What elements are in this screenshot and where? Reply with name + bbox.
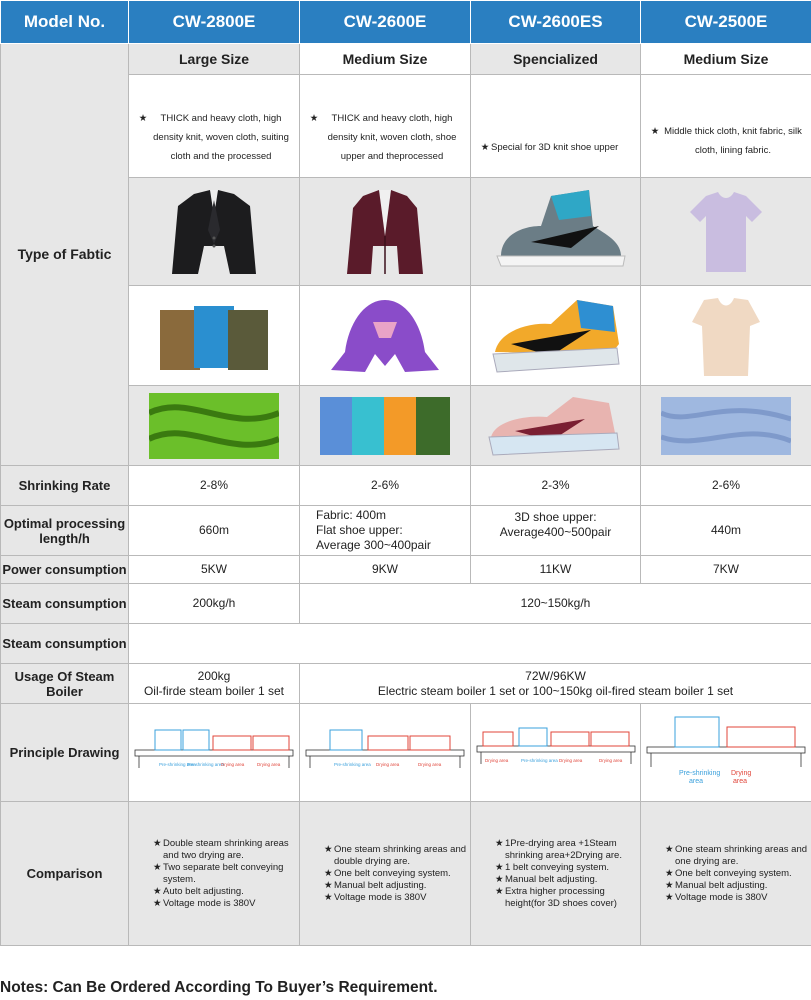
power-cw-2600e: 9KW [300, 556, 471, 584]
drying-label: Drying area [376, 761, 400, 767]
boiler-row [1, 664, 811, 704]
boiler-others: 72W/96KW Electric steam boiler 1 set or 100~150kg oil-fired steam boiler 1 set [300, 664, 811, 704]
notes-text: Notes: Can Be Ordered According To Buyer’s Requirement. [0, 979, 438, 996]
desc-cw-2800e: ★ THICK and heavy cloth, high density knit, woven cloth, suiting cloth and the processed [129, 75, 300, 178]
comparison-label: Comparison [1, 802, 129, 946]
size-cw-2600es: Spencialized [471, 44, 641, 75]
star-icon: ★ [309, 112, 319, 124]
steam-label: Steam consumption [1, 584, 129, 624]
comparison-cw-2600e: ★ One steam shrinking areas and double drying are. ★ One belt conveying system. ★ Manual belt adjusting. ★ Voltage mode is 380V [300, 802, 471, 946]
optimal-label: Optimal processing length/h [1, 506, 129, 556]
principle-row [1, 704, 811, 802]
power-cw-2800e: 5KW [129, 556, 300, 584]
steam-row [1, 584, 811, 624]
desc-cw-2500e: ★ Middle thick cloth, knit fabric, silk cloth, lining fabric. [641, 75, 811, 178]
comparison-cw-2800e: ★ Double steam shrinking areas and two drying are. ★ Two separate belt conveying system. ★ Auto belt adjusting. ★ Voltage mode is 380V [129, 802, 300, 946]
sneaker-image [481, 292, 631, 380]
size-cw-2500e: Medium Size [641, 44, 811, 75]
model-cw-2500e: CW-2500E [641, 1, 811, 44]
blue-silk-image [661, 397, 791, 455]
shrinking-rate-cw-2600es: 2-3% [471, 466, 641, 506]
comparison-cw-2600es: ★ 1Pre-drying area +1Steam shrinking area+2Drying are. ★ 1 belt conveying system. ★ Manual belt adjusting. ★ Extra higher processing height(for 3D shoes cover) [471, 802, 641, 946]
shrinking-rate-cw-2600e: 2-6% [300, 466, 471, 506]
desc-cw-2600e: ★ THICK and heavy cloth, high density knit, woven cloth, shoe upper and theprocessed [300, 75, 471, 178]
size-row [1, 44, 811, 75]
fabric-swatches-image [154, 296, 274, 376]
knit-shoe-image [481, 186, 631, 278]
comparison-cw-2500e: ★ One steam shrinking areas and one drying are. ★ One belt conveying system. ★ Manual belt adjusting. ★ Voltage mode is 380V [641, 802, 811, 946]
optimal-cw-2600e: Fabric: 400m Flat shoe upper: Average 300~400pair [300, 506, 471, 556]
drying-label: Drying area [418, 761, 442, 767]
drying-label: Drying area [221, 761, 245, 767]
power-cw-2600es: 11KW [471, 556, 641, 584]
knit-top-image [676, 292, 776, 380]
pink-sneaker-image [481, 391, 631, 461]
optimal-cw-2600es: 3D shoe upper: Average400~500pair [471, 506, 641, 556]
star-icon: ★ [480, 141, 490, 153]
model-label: Model No. [1, 1, 129, 44]
shrinking-rate-cw-2800e: 2-8% [129, 466, 300, 506]
steam-row-2 [1, 624, 811, 664]
steam-others: 120~150kg/h [300, 584, 811, 624]
star-icon: ★ [650, 126, 660, 137]
steam-label-2: Steam consumption [1, 624, 129, 664]
header-row [1, 1, 811, 44]
pre-shrink-label: Pre-shrinking [679, 769, 721, 777]
principle-drawing-cw-2600es [475, 720, 637, 786]
drying-label: Drying [731, 769, 752, 777]
steam-cw-2800e: 200kg/h [129, 584, 300, 624]
principle-label: Principle Drawing [1, 704, 129, 802]
principle-drawing-cw-2800e [133, 720, 295, 786]
desc-cw-2600es: ★ Special for 3D knit shoe upper [471, 75, 641, 178]
t-shirt-image [676, 186, 776, 278]
boiler-cw-2800e: 200kg Oil-firde steam boiler 1 set [129, 664, 300, 704]
shoe-upper-pattern-image [325, 292, 445, 380]
drying-label: Drying area [257, 761, 281, 767]
optimal-cw-2800e: 660m [129, 506, 300, 556]
cardigan-image [335, 186, 435, 278]
optimal-row [1, 506, 811, 556]
colored-fabrics-image [320, 397, 450, 455]
model-cw-2600es: CW-2600ES [471, 1, 641, 44]
green-fabric-image [149, 393, 279, 459]
pre-shrink-label: Pre-shrinking area [187, 761, 224, 767]
suit-jacket-image [164, 186, 264, 278]
pre-shrink-label: Pre-shrinking area [334, 761, 371, 767]
principle-drawing-cw-2500e [645, 713, 807, 793]
type-of-fabric-label: Type of Fabtic [1, 44, 129, 466]
power-cw-2500e: 7KW [641, 556, 811, 584]
svg-text:area: area [689, 777, 704, 785]
model-cw-2600e: CW-2600E [300, 1, 471, 44]
drying-label: Drying area [484, 757, 508, 763]
optimal-cw-2500e: 440m [641, 506, 811, 556]
shrinking-rate-row [1, 466, 811, 506]
drying-label: Drying area [598, 757, 622, 763]
boiler-label: Usage Of Steam Boiler [1, 664, 129, 704]
power-row [1, 556, 811, 584]
svg-text:area: area [733, 777, 748, 785]
shrinking-rate-label: Shrinking Rate [1, 466, 129, 506]
pre-shrink-label: Pre-shrinking area [520, 757, 558, 763]
pre-shrink-label: Pre-shrinking area [159, 761, 196, 767]
star-icon: ★ [138, 112, 148, 124]
power-label: Power consumption [1, 556, 129, 584]
size-cw-2600e: Medium Size [300, 44, 471, 75]
size-cw-2800e: Large Size [129, 44, 300, 75]
shrinking-rate-cw-2500e: 2-6% [641, 466, 811, 506]
principle-drawing-cw-2600e [304, 720, 466, 786]
model-cw-2800e: CW-2800E [129, 1, 300, 44]
drying-label: Drying area [558, 757, 582, 763]
comparison-row [1, 802, 811, 946]
